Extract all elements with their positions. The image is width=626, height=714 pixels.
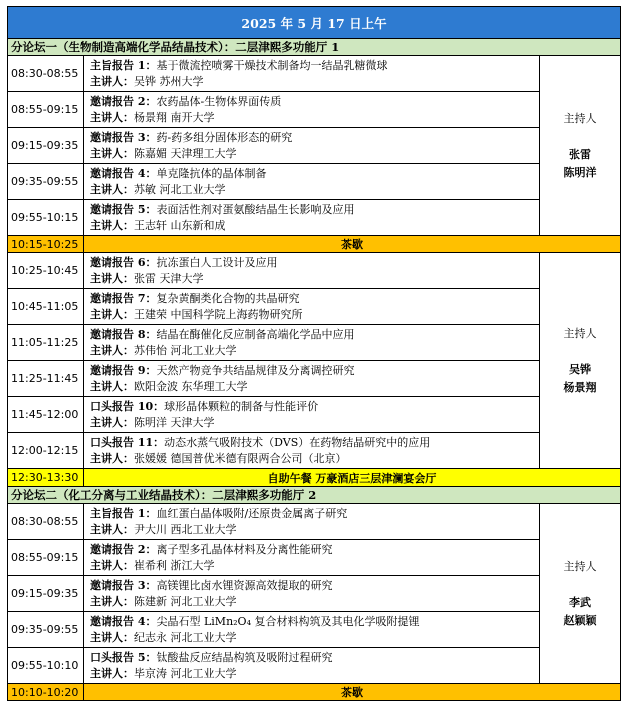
talk-speaker: 欧阳金波 东华理工大学	[134, 379, 248, 393]
break-label: 茶歇	[84, 236, 621, 253]
host-name: 李武	[569, 595, 591, 609]
talk-topic: 药-药多组分固体形态的研究	[156, 130, 293, 144]
talk-cell	[84, 92, 540, 128]
talk-time: 10:25-10:45	[8, 253, 84, 289]
host-cell	[540, 253, 621, 469]
talk-topic: 结晶在酶催化反应制备高端化学品中应用	[156, 327, 355, 341]
talk-label: 邀请报告 9：	[90, 363, 157, 377]
talk-label: 邀请报告 7：	[90, 291, 157, 305]
speaker-label: 主讲人：	[90, 630, 134, 644]
host-name: 赵颖颖	[563, 613, 597, 627]
talk-topic: 天然产物竞争共结晶规律及分离调控研究	[156, 363, 355, 377]
host-label: 主持人	[563, 111, 597, 125]
speaker-label: 主讲人：	[90, 182, 134, 196]
table-row	[8, 289, 621, 325]
table-row	[8, 576, 621, 612]
speaker-label: 主讲人：	[90, 558, 134, 572]
talk-topic: 抗冻蛋白人工设计及应用	[156, 255, 278, 269]
host-label: 主持人	[563, 326, 597, 340]
talk-time: 12:00-12:15	[8, 433, 84, 469]
talk-label: 邀请报告 3：	[90, 578, 157, 592]
talk-speaker: 杨景翔 南开大学	[134, 110, 215, 124]
talk-topic: 基于微流控喷雾干燥技术制备均一结晶乳糖微球	[156, 58, 388, 72]
talk-time: 09:35-09:55	[8, 612, 84, 648]
talk-label: 邀请报告 2：	[90, 542, 157, 556]
talk-topic: 钛酸盐反应结晶构筑及吸附过程研究	[156, 650, 333, 664]
talk-label: 口头报告 5：	[90, 650, 157, 664]
talk-time: 08:30-08:55	[8, 56, 84, 92]
talk-label: 邀请报告 5：	[90, 202, 157, 216]
table-row	[8, 361, 621, 397]
talk-topic: 高镁锂比卤水锂资源高效提取的研究	[156, 578, 333, 592]
talk-topic: 单克隆抗体的晶体制备	[156, 166, 267, 180]
talk-speaker: 毕京涛 河北工业大学	[134, 666, 237, 680]
speaker-label: 主讲人：	[90, 271, 134, 285]
talk-time: 08:30-08:55	[8, 504, 84, 540]
talk-time: 11:45-12:00	[8, 397, 84, 433]
talk-label: 邀请报告 4：	[90, 614, 157, 628]
talk-label: 口头报告 10：	[90, 399, 165, 413]
talk-cell	[84, 200, 540, 236]
table-row	[8, 200, 621, 236]
talk-topic: 动态水蒸气吸附技术（DVS）在药物结晶研究中的应用	[164, 435, 431, 449]
tea-break-row	[8, 236, 621, 253]
talk-time: 08:55-09:15	[8, 540, 84, 576]
lunch-row	[8, 469, 621, 487]
host-label: 主持人	[563, 559, 597, 573]
talk-label: 主旨报告 1：	[90, 58, 157, 72]
talk-cell	[84, 128, 540, 164]
talk-speaker: 王建荣 中国科学院上海药物研究所	[134, 307, 303, 321]
talk-cell	[84, 433, 540, 469]
table-row	[8, 504, 621, 540]
talk-time: 09:35-09:55	[8, 164, 84, 200]
speaker-label: 主讲人：	[90, 218, 134, 232]
forum2-title: 分论坛二（化工分离与工业结晶技术）：二层津熙多功能厅 2	[8, 487, 621, 504]
table-row	[8, 128, 621, 164]
talk-time: 08:55-09:15	[8, 92, 84, 128]
table-row	[8, 540, 621, 576]
speaker-label: 主讲人：	[90, 522, 134, 536]
talk-label: 主旨报告 1：	[90, 506, 157, 520]
talk-cell	[84, 289, 540, 325]
table-row	[8, 612, 621, 648]
talk-speaker: 苏伟怡 河北工业大学	[134, 343, 237, 357]
talk-speaker: 吴铧 苏州大学	[134, 74, 204, 88]
talk-cell	[84, 253, 540, 289]
talk-label: 口头报告 11：	[90, 435, 165, 449]
talk-speaker: 苏敏 河北工业大学	[134, 182, 226, 196]
talk-speaker: 纪志永 河北工业大学	[134, 630, 237, 644]
talk-cell	[84, 56, 540, 92]
speaker-label: 主讲人：	[90, 343, 134, 357]
talk-label: 邀请报告 4：	[90, 166, 157, 180]
table-row	[8, 397, 621, 433]
talk-time: 11:05-11:25	[8, 325, 84, 361]
talk-label: 邀请报告 6：	[90, 255, 157, 269]
host-name: 张雷	[569, 147, 591, 161]
lunch-label: 自助午餐 万豪酒店三层津澜宴会厅	[84, 469, 621, 487]
speaker-label: 主讲人：	[90, 307, 134, 321]
talk-speaker: 张媛媛 德国普优米德有限两合公司（北京）	[134, 451, 347, 465]
break-label: 茶歇	[84, 684, 621, 701]
host-cell	[540, 56, 621, 236]
talk-cell	[84, 576, 540, 612]
speaker-label: 主讲人：	[90, 451, 134, 465]
talk-time: 11:25-11:45	[8, 361, 84, 397]
table-row	[8, 164, 621, 200]
talk-cell	[84, 325, 540, 361]
talk-topic: 尖晶石型 LiMn₂O₄ 复合材料构筑及其电化学吸附提锂	[156, 614, 420, 628]
forum1-title: 分论坛一（生物制造高端化学品结晶技术）：二层津熙多功能厅 1	[8, 39, 621, 56]
talk-topic: 复杂黄酮类化合物的共晶研究	[156, 291, 300, 305]
talk-cell	[84, 648, 540, 684]
speaker-label: 主讲人：	[90, 379, 134, 393]
talk-cell	[84, 397, 540, 433]
talk-cell	[84, 540, 540, 576]
talk-speaker: 陈建新 河北工业大学	[134, 594, 237, 608]
speaker-label: 主讲人：	[90, 666, 134, 680]
talk-cell	[84, 361, 540, 397]
talk-topic: 表面活性剂对蛋氨酸结晶生长影响及应用	[156, 202, 355, 216]
talk-time: 09:15-09:35	[8, 576, 84, 612]
schedule-date-title: 2025 年 5 月 17 日上午	[8, 7, 621, 39]
host-name: 陈明洋	[563, 165, 597, 179]
break-time: 10:10-10:20	[8, 684, 84, 701]
talk-speaker: 王志轩 山东新和成	[134, 218, 226, 232]
talk-speaker: 陈明洋 天津大学	[134, 415, 215, 429]
talk-cell	[84, 504, 540, 540]
table-row	[8, 253, 621, 289]
talk-time: 09:55-10:10	[8, 648, 84, 684]
talk-label: 邀请报告 3：	[90, 130, 157, 144]
speaker-label: 主讲人：	[90, 110, 134, 124]
talk-speaker: 张雷 天津大学	[134, 271, 204, 285]
table-row	[8, 325, 621, 361]
talk-label: 邀请报告 2：	[90, 94, 157, 108]
lunch-time: 12:30-13:30	[8, 469, 84, 487]
speaker-label: 主讲人：	[90, 415, 134, 429]
table-row	[8, 56, 621, 92]
talk-topic: 血红蛋白晶体吸附/还原贵金属离子研究	[156, 506, 348, 520]
speaker-label: 主讲人：	[90, 594, 134, 608]
host-name: 吴铧	[569, 362, 591, 376]
talk-label: 邀请报告 8：	[90, 327, 157, 341]
host-name: 杨景翔	[563, 380, 597, 394]
talk-topic: 球形晶体颗粒的制备与性能评价	[164, 399, 319, 413]
table-row	[8, 433, 621, 469]
host-cell	[540, 504, 621, 684]
talk-time: 09:55-10:15	[8, 200, 84, 236]
schedule-table	[7, 6, 621, 701]
speaker-label: 主讲人：	[90, 146, 134, 160]
talk-speaker: 崔希利 浙江大学	[134, 558, 215, 572]
break-time: 10:15-10:25	[8, 236, 84, 253]
speaker-label: 主讲人：	[90, 74, 134, 88]
talk-cell	[84, 612, 540, 648]
table-row	[8, 648, 621, 684]
talk-topic: 离子型多孔晶体材料及分离性能研究	[156, 542, 333, 556]
talk-speaker: 陈嘉媚 天津理工大学	[134, 146, 237, 160]
talk-speaker: 尹大川 西北工业大学	[134, 522, 237, 536]
talk-time: 09:15-09:35	[8, 128, 84, 164]
talk-cell	[84, 164, 540, 200]
tea-break-row	[8, 684, 621, 701]
talk-topic: 农药晶体-生物体界面传质	[156, 94, 282, 108]
talk-time: 10:45-11:05	[8, 289, 84, 325]
table-row	[8, 92, 621, 128]
